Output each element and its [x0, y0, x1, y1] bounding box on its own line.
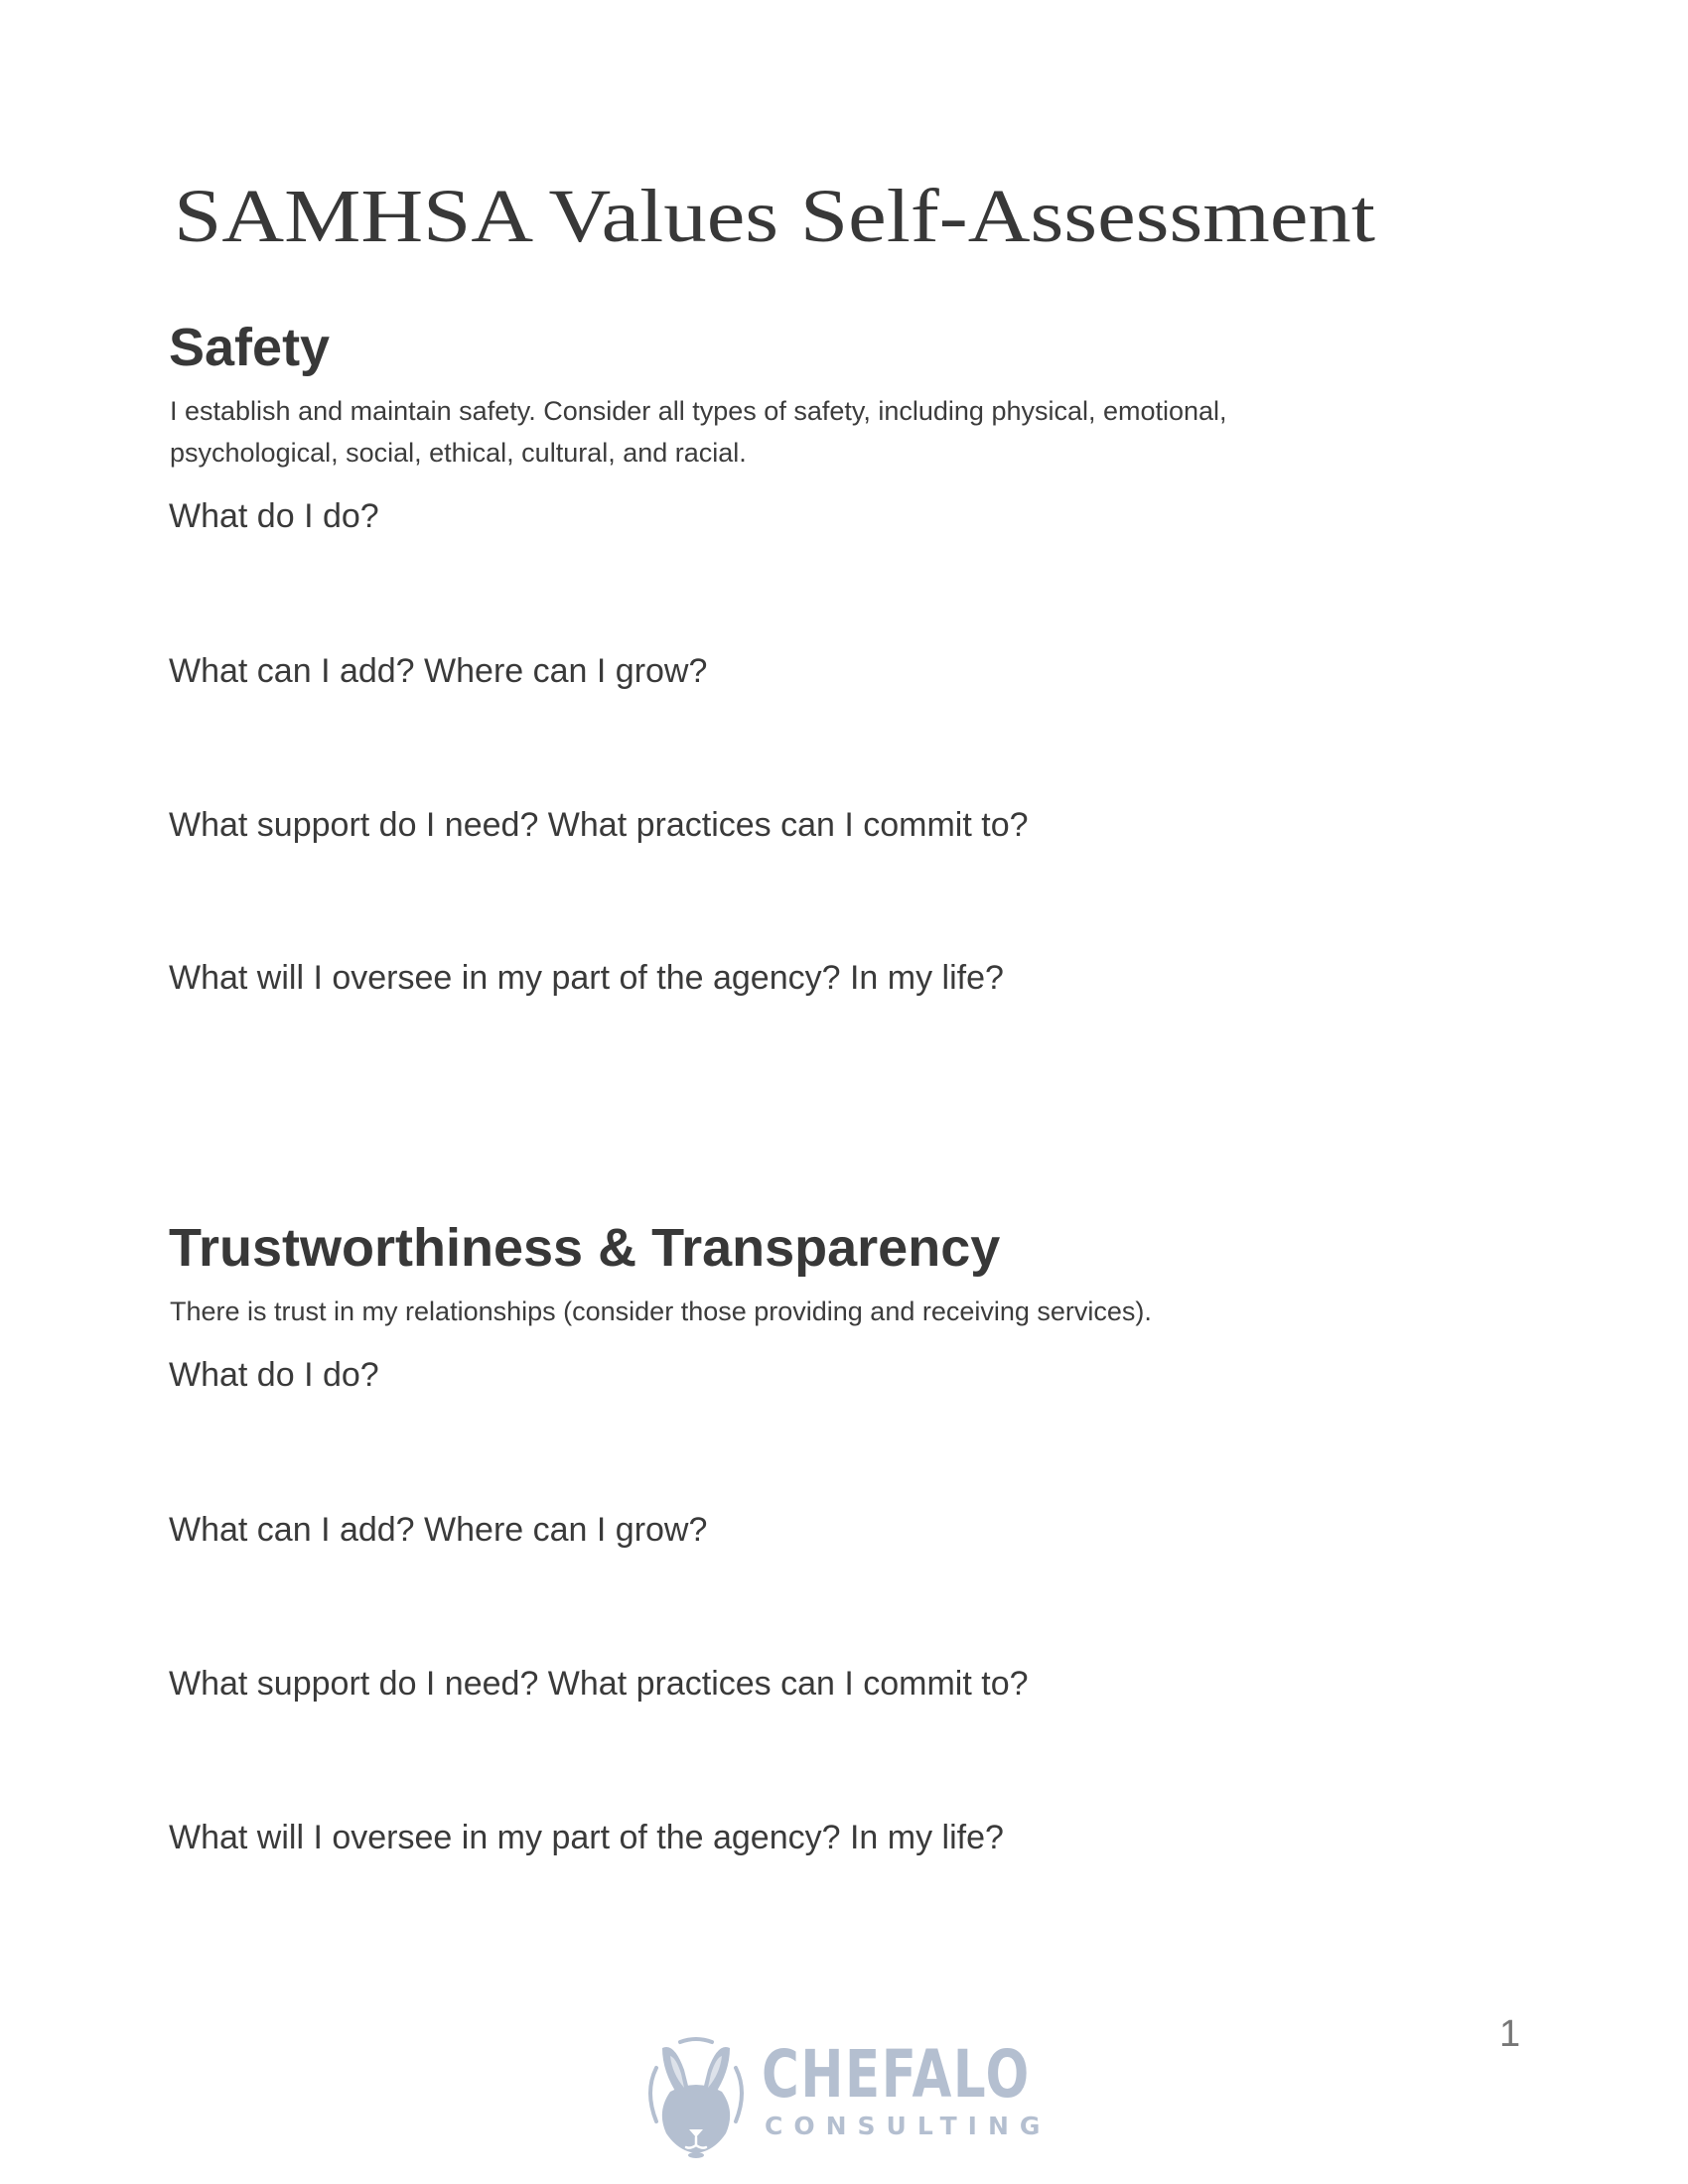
section-description-line: psychological, social, ethical, cultural, and racial. — [170, 438, 747, 468]
rabbit-icon — [640, 2030, 760, 2159]
question-what-can-i-add: What can I add? Where can I grow? — [169, 652, 708, 690]
document-title: SAMHSA Values Self-Assessment — [174, 175, 1375, 258]
question-what-do-i-do: What do I do? — [169, 1356, 379, 1394]
section-heading: Safety — [169, 318, 331, 377]
section-description-line: There is trust in my relationships (consider those providing and receiving services). — [170, 1297, 1152, 1326]
page-number: 1 — [1499, 2013, 1521, 2055]
section-description-line: I establish and maintain safety. Consider all types of safety, including physical, emotional, — [170, 396, 1227, 426]
question-what-support: What support do I need? What practices can I commit to? — [169, 806, 1029, 844]
question-what-do-i-do: What do I do? — [169, 497, 379, 535]
section-heading: Trustworthiness & Transparency — [169, 1218, 1001, 1278]
logo-subtitle: CONSULTING — [765, 2112, 1052, 2140]
question-what-can-i-add: What can I add? Where can I grow? — [169, 1511, 708, 1549]
chefalo-consulting-logo — [640, 2030, 1057, 2159]
logo-wordmark: CHEFALO — [762, 2036, 1031, 2113]
question-what-support: What support do I need? What practices can I commit to? — [169, 1665, 1029, 1703]
question-what-will-i-oversee: What will I oversee in my part of the agency? In my life? — [169, 959, 1004, 997]
question-what-will-i-oversee: What will I oversee in my part of the agency? In my life? — [169, 1819, 1004, 1856]
